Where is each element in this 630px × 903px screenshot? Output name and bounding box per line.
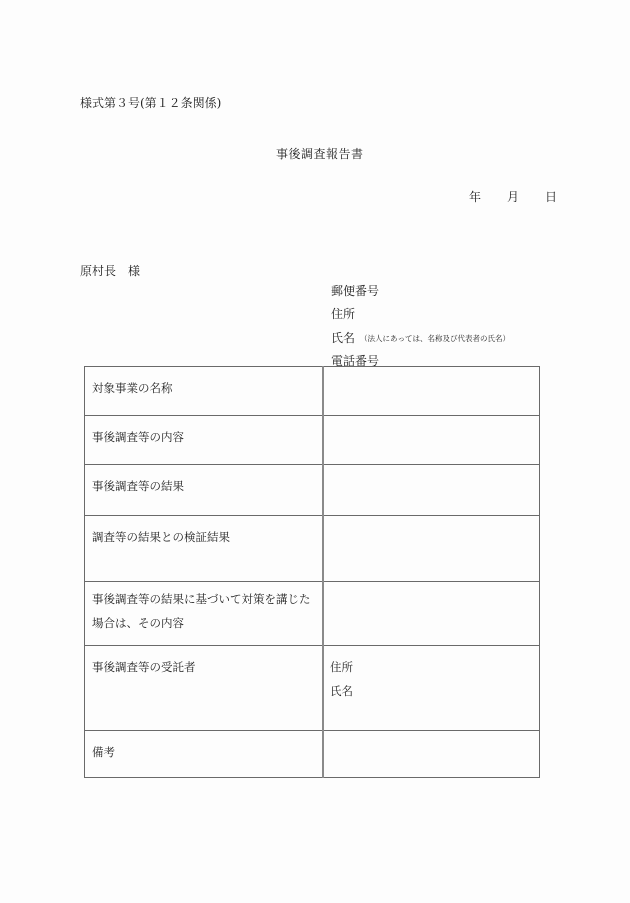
label-cell	[85, 582, 324, 646]
date-day-label: 日	[545, 190, 558, 204]
table-row-remarks	[85, 731, 540, 778]
row-label: 事後調査等の内容	[92, 430, 184, 444]
row-label: 事後調査等の結果	[92, 479, 184, 493]
table-row-survey-result	[85, 465, 540, 516]
applicant-name-note: （法人にあっては、名称及び代表者の氏名）	[360, 334, 510, 343]
row-label: 調査等の結果との検証結果	[92, 530, 230, 544]
row-label-line-2: 場合は、その内容	[92, 616, 184, 630]
date-line	[469, 188, 557, 205]
applicant-address-label: 住所	[331, 307, 356, 321]
value-cell[interactable]	[323, 465, 540, 516]
form-number: 様式第３号(第１２条関係)	[80, 96, 222, 110]
label-cell	[85, 646, 324, 731]
document-title: 事後調査報告書	[276, 147, 364, 161]
applicant-name-field	[331, 329, 510, 346]
row-label-line-1: 事後調査等の結果に基づいて対策を講じた	[92, 592, 311, 606]
report-table	[84, 366, 540, 778]
label-cell	[85, 416, 324, 465]
table-row-verification-result	[85, 516, 540, 582]
contractor-name-label: 氏名	[330, 684, 353, 698]
addressee-honorific: 様	[128, 264, 141, 278]
table-row-contractor	[85, 646, 540, 731]
label-cell	[85, 731, 324, 778]
row-label: 対象事業の名称	[92, 381, 173, 395]
value-cell[interactable]	[323, 582, 540, 646]
applicant-name-label: 氏名	[331, 331, 356, 345]
label-cell	[85, 465, 324, 516]
value-cell[interactable]	[323, 416, 540, 465]
row-label: 事後調査等の受託者	[92, 660, 196, 674]
value-cell[interactable]	[323, 516, 540, 582]
value-cell[interactable]	[323, 367, 540, 416]
addressee-name: 原村長	[80, 264, 117, 278]
table-row-countermeasures	[85, 582, 540, 646]
table-row-survey-content	[85, 416, 540, 465]
label-cell	[85, 516, 324, 582]
value-cell[interactable]	[323, 646, 540, 731]
contractor-address-label: 住所	[330, 660, 353, 674]
row-label: 備考	[92, 745, 115, 759]
addressee	[80, 262, 140, 279]
applicant-postal-code-label: 郵便番号	[331, 284, 380, 298]
applicant-phone-label: 電話番号	[331, 354, 380, 368]
date-month-label: 月	[507, 190, 520, 204]
value-cell[interactable]	[323, 731, 540, 778]
table-row-project-name	[85, 367, 540, 416]
date-year-label: 年	[469, 190, 482, 204]
label-cell	[85, 367, 324, 416]
